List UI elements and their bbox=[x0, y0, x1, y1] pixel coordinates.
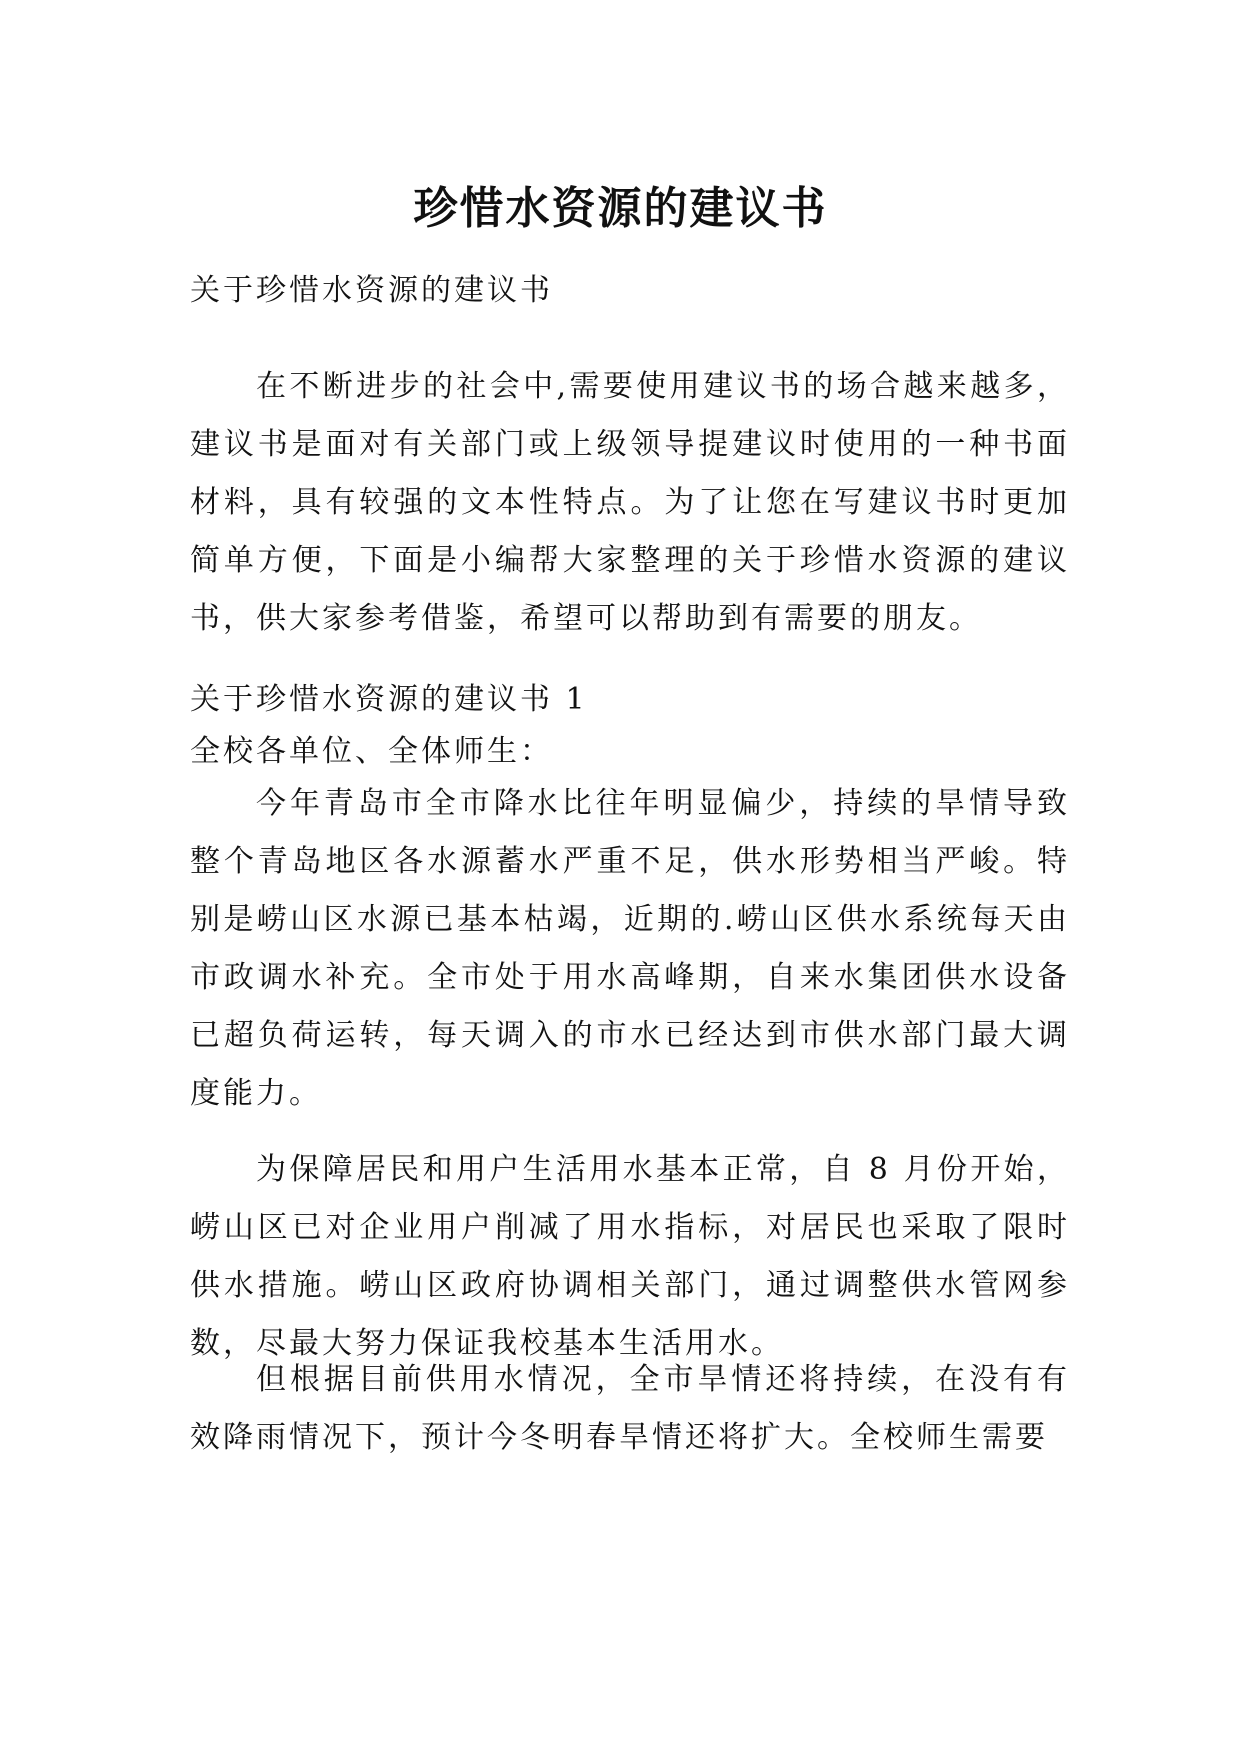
body-paragraph-2: 为保障居民和用户生活用水基本正常，自 8 月份开始，崂山区已对企业用户削减了用水指标，对居民也采取了限时供水措施。崂山区政府协调相关部门，通过调整供水管网参数，尽最大努力保证我校基本生活用水。 bbox=[190, 1152, 1070, 1361]
body-paragraph-1: 今年青岛市全市降水比往年明显偏少，持续的旱情导致整个青岛地区各水源蓄水严重不足，供水形势相当严峻。特别是崂山区水源已基本枯竭，近期的.崂山区供水系统每天由市政调水补充。全市处于用水高峰期，自来水集团供水设备已超负荷运转，每天调入的市水已经达到市供水部门最大调度能力。 bbox=[190, 786, 1070, 1111]
document-subtitle: 关于珍惜水资源的建议书 bbox=[190, 273, 553, 308]
salutation: 全校各单位、全体师生： bbox=[190, 734, 553, 769]
section-heading: 关于珍惜水资源的建议书 1 bbox=[190, 682, 588, 717]
body-paragraph-3: 但根据目前供用水情况，全市旱情还将持续，在没有有效降雨情况下，预计今冬明春旱情还将扩大。全校师生需要 bbox=[190, 1362, 1070, 1455]
document-title: 珍惜水资源的建议书 bbox=[413, 183, 828, 235]
intro-paragraph: 在不断进步的社会中,需要使用建议书的场合越来越多，建议书是面对有关部门或上级领导提建议时使用的一种书面材料，具有较强的文本性特点。为了让您在写建议书时更加简单方便，下面是小编帮大家整理的关于珍惜水资源的建议书，供大家参考借鉴，希望可以帮助到有需要的朋友。 bbox=[190, 369, 1070, 636]
